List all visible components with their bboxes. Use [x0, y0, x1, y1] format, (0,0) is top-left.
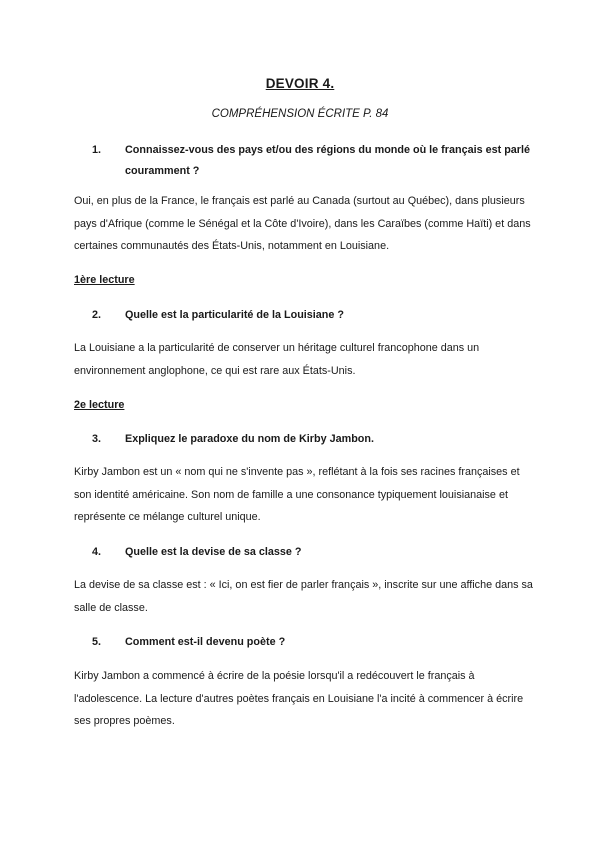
document-subtitle: COMPRÉHENSION ÉCRITE P. 84	[211, 108, 389, 120]
answer-1: Oui, en plus de la France, le français est parlé au Canada (surtout au Québec), dans plusieurs pays d'Afrique (comme le Sénégal et la Côte d'Ivoire), dans les Caraïbes (comme Haïti) et dans certaines communautés des États-Unis, notamment en Louisiane.	[74, 195, 531, 252]
question-2	[74, 305, 534, 326]
question-text: Connaissez-vous des pays et/ou des régions du monde où le français est parlé couramment ?	[125, 144, 530, 177]
question-text: Expliquez le paradoxe du nom de Kirby Jambon.	[125, 433, 374, 445]
section-first-reading: 1ère lecture	[74, 274, 135, 286]
answer-5: Kirby Jambon a commencé à écrire de la poésie lorsqu'il a redécouvert le français à l'adolescence. La lecture d'autres poètes français en Louisiane l'a incité à commencer à écrire ses propres poèmes.	[74, 670, 524, 727]
question-number: 5.	[92, 636, 102, 648]
question-number: 2.	[92, 309, 102, 321]
question-1	[74, 140, 534, 182]
document-title: DEVOIR 4.	[265, 76, 335, 91]
answer-2: La Louisiane a la particularité de conserver un héritage culturel francophone dans un environnement anglophone, ce qui est rare aux États-Unis.	[74, 342, 480, 377]
question-5	[74, 632, 534, 653]
answer-3: Kirby Jambon est un « nom qui ne s'invente pas », reflétant à la fois ses racines françaises et son identité américaine. Son nom de famille a une consonance typiquement louisianaise et représente ce mélange culturel unique.	[74, 466, 520, 523]
question-number: 1.	[92, 144, 102, 156]
question-4	[74, 542, 534, 563]
question-number: 4.	[92, 546, 102, 558]
question-3	[74, 429, 534, 450]
question-number: 3.	[92, 433, 102, 445]
question-text: Quelle est la devise de sa classe ?	[125, 546, 302, 558]
question-text: Comment est-il devenu poète ?	[125, 636, 286, 648]
section-second-reading: 2e lecture	[74, 399, 125, 411]
answer-4: La devise de sa classe est : « Ici, on est fier de parler français », inscrite sur une affiche dans sa salle de classe.	[74, 579, 533, 614]
question-text: Quelle est la particularité de la Louisiane ?	[125, 309, 345, 321]
